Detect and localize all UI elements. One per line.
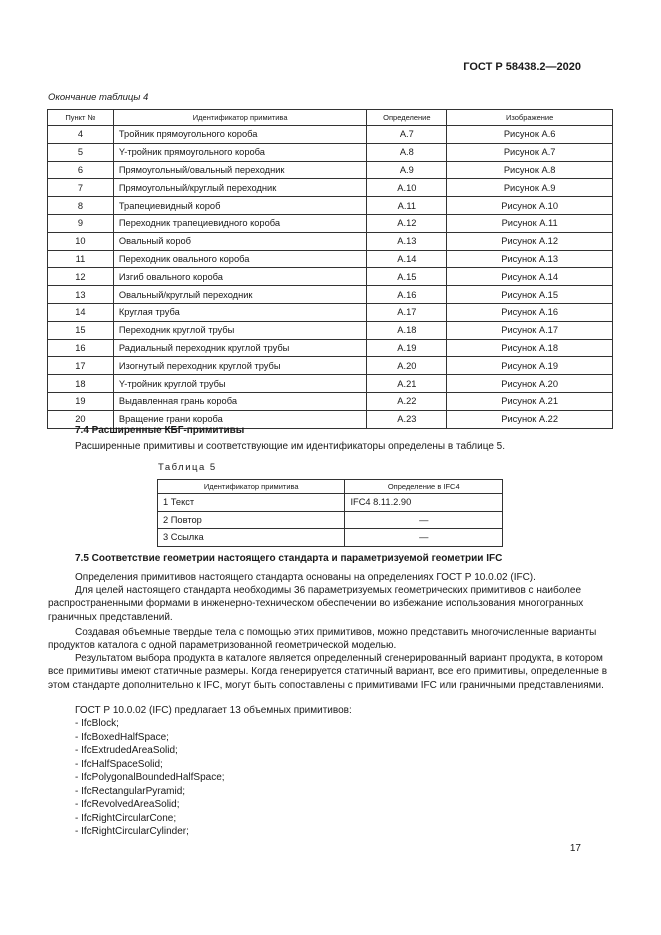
table-cell: 19 bbox=[48, 392, 114, 410]
table-cell: Круглая труба bbox=[113, 303, 367, 321]
table-cell: Выдавленная грань короба bbox=[113, 392, 367, 410]
table-cell: Изогнутый переходник круглой трубы bbox=[113, 357, 367, 375]
primitives-list bbox=[75, 717, 225, 839]
table-cell: A.16 bbox=[367, 286, 447, 304]
table-4 bbox=[47, 109, 613, 429]
document-id: ГОСТ Р 58438.2—2020 bbox=[463, 61, 581, 73]
table-row bbox=[48, 321, 613, 339]
table-cell: 10 bbox=[48, 232, 114, 250]
table-cell: A.13 bbox=[367, 232, 447, 250]
table-5 bbox=[157, 479, 503, 547]
table-row bbox=[48, 286, 613, 304]
table-cell: A.18 bbox=[367, 321, 447, 339]
table-cell: — bbox=[345, 529, 503, 547]
table-cell: A.9 bbox=[367, 161, 447, 179]
table4-caption: Окончание таблицы 4 bbox=[48, 92, 149, 103]
table-row bbox=[48, 303, 613, 321]
table-cell: Рисунок A.12 bbox=[447, 232, 613, 250]
table-cell: 5 bbox=[48, 143, 114, 161]
section-7-5-paragraph-2: Для целей настоящего стандарта необходимы 36 параметризуемых геометрических примитивов с наиболее распространенными формами в инженерно-техническом обеспечении во избежание использования многогранных граничных представлений. bbox=[48, 585, 584, 623]
table-cell: 11 bbox=[48, 250, 114, 268]
table-cell: A.14 bbox=[367, 250, 447, 268]
table-cell: 9 bbox=[48, 214, 114, 232]
table-cell: 7 bbox=[48, 179, 114, 197]
table-cell: Овальный/круглый переходник bbox=[113, 286, 367, 304]
table-cell: Рисунок A.22 bbox=[447, 410, 613, 428]
table-cell: Переходник трапециевидного короба bbox=[113, 214, 367, 232]
table-cell: Тройник прямоугольного короба bbox=[113, 126, 367, 144]
list-item: - IfcBoxedHalfSpace; bbox=[75, 731, 225, 745]
page-number: 17 bbox=[569, 843, 581, 854]
list-item: - IfcHalfSpaceSolid; bbox=[75, 758, 225, 772]
table-cell: 20 bbox=[48, 410, 114, 428]
table-cell: Овальный короб bbox=[113, 232, 367, 250]
section-7-4-title: 7.4 Расширенные КБГ-примитивы bbox=[75, 425, 245, 436]
section-7-5-paragraph-4: Результатом выбора продукта в каталоге является определенный сгенерированный вариант продукта, в котором все примитивы имеют статичные размеры. Когда генерируется статичный вариант, все его примитивы, определенные в этом стандарте дополнительно к IFC, могут быть сопоставлены с примитивами IFC или граничными представлениями. bbox=[48, 653, 608, 691]
table-cell: 14 bbox=[48, 303, 114, 321]
table-cell: 12 bbox=[48, 268, 114, 286]
table-cell: 6 bbox=[48, 161, 114, 179]
table-cell: 15 bbox=[48, 321, 114, 339]
table-cell: Переходник овального короба bbox=[113, 250, 367, 268]
table-cell: A.8 bbox=[367, 143, 447, 161]
table-cell: Рисунок A.16 bbox=[447, 303, 613, 321]
table-cell: A.19 bbox=[367, 339, 447, 357]
table-cell: Рисунок A.10 bbox=[447, 197, 613, 215]
section-7-4-text: Расширенные примитивы и соответствующие им идентификаторы определены в таблице 5. bbox=[75, 441, 506, 452]
table-cell: 13 bbox=[48, 286, 114, 304]
table-cell: Рисунок A.14 bbox=[447, 268, 613, 286]
table-header-row bbox=[158, 480, 503, 494]
table-cell: Рисунок A.9 bbox=[447, 179, 613, 197]
section-7-5-paragraph-5: ГОСТ Р 10.0.02 (IFC) предлагает 13 объемных примитивов: bbox=[75, 705, 352, 716]
table-cell: Изгиб овального короба bbox=[113, 268, 367, 286]
table-cell: 3 Ссылка bbox=[158, 529, 345, 547]
table-cell: Прямоугольный/круглый переходник bbox=[113, 179, 367, 197]
column-header: Определение bbox=[367, 110, 447, 126]
table-row bbox=[48, 179, 613, 197]
table-cell: IFC4 8.11.2.90 bbox=[345, 494, 503, 512]
list-item: - IfcExtrudedAreaSolid; bbox=[75, 744, 225, 758]
list-item: - IfcRightCircularCone; bbox=[75, 812, 225, 826]
column-header: Изображение bbox=[447, 110, 613, 126]
section-7-5-paragraph-3: Создавая объемные твердые тела с помощью этих примитивов, можно представить многочисленные варианты продуктов каталога с одной параметризованной геометрической моделью. bbox=[48, 627, 597, 652]
table-cell: Рисунок A.11 bbox=[447, 214, 613, 232]
table-cell: Рисунок A.7 bbox=[447, 143, 613, 161]
table-row bbox=[48, 375, 613, 393]
table-row bbox=[48, 143, 613, 161]
table-cell: Вращение грани короба bbox=[113, 410, 367, 428]
table-cell: 4 bbox=[48, 126, 114, 144]
table-cell: Прямоугольный/овальный переходник bbox=[113, 161, 367, 179]
table-row bbox=[158, 511, 503, 529]
table-cell: Рисунок A.15 bbox=[447, 286, 613, 304]
table-cell: 1 Текст bbox=[158, 494, 345, 512]
table-cell: Рисунок A.13 bbox=[447, 250, 613, 268]
table-cell: Рисунок A.19 bbox=[447, 357, 613, 375]
table-cell: Рисунок A.17 bbox=[447, 321, 613, 339]
table-cell: A.20 bbox=[367, 357, 447, 375]
table-cell: Рисунок A.6 bbox=[447, 126, 613, 144]
table-cell: A.10 bbox=[367, 179, 447, 197]
table-cell: Рисунок A.21 bbox=[447, 392, 613, 410]
table-cell: Трапециевидный короб bbox=[113, 197, 367, 215]
table-row bbox=[48, 214, 613, 232]
column-header: Идентификатор примитива bbox=[113, 110, 367, 126]
table-cell: Y-тройник прямоугольного короба bbox=[113, 143, 367, 161]
list-item: - IfcRevolvedAreaSolid; bbox=[75, 798, 225, 812]
section-7-5-title: 7.5 Соответствие геометрии настоящего стандарта и параметризуемой геометрии IFC bbox=[75, 553, 503, 564]
table-row bbox=[48, 197, 613, 215]
table-cell: A.21 bbox=[367, 375, 447, 393]
list-item: - IfcRectangularPyramid; bbox=[75, 785, 225, 799]
table-cell: 18 bbox=[48, 375, 114, 393]
table-cell: Переходник круглой трубы bbox=[113, 321, 367, 339]
table-cell: A.15 bbox=[367, 268, 447, 286]
list-item: - IfcPolygonalBoundedHalfSpace; bbox=[75, 771, 225, 785]
table-row bbox=[48, 392, 613, 410]
table-cell: 2 Повтор bbox=[158, 511, 345, 529]
column-header: Идентификатор примитива bbox=[158, 480, 345, 494]
section-7-5-paragraph-1: Определения примитивов настоящего стандарта основаны на определениях ГОСТ Р 10.0.02 (IFC). bbox=[75, 572, 536, 583]
column-header: Определение в IFC4 bbox=[345, 480, 503, 494]
table-row bbox=[48, 232, 613, 250]
table-row bbox=[48, 126, 613, 144]
table-row bbox=[158, 494, 503, 512]
list-item: - IfcRightCircularCylinder; bbox=[75, 825, 225, 839]
table-cell: — bbox=[345, 511, 503, 529]
table-cell: A.12 bbox=[367, 214, 447, 232]
table-cell: A.17 bbox=[367, 303, 447, 321]
table-header-row bbox=[48, 110, 613, 126]
table-row bbox=[48, 268, 613, 286]
table-row bbox=[48, 250, 613, 268]
table-row bbox=[48, 357, 613, 375]
table-row bbox=[48, 161, 613, 179]
table-cell: Рисунок A.20 bbox=[447, 375, 613, 393]
table-cell: A.22 bbox=[367, 392, 447, 410]
table-cell: 17 bbox=[48, 357, 114, 375]
table-row bbox=[158, 529, 503, 547]
table-cell: Y-тройник круглой трубы bbox=[113, 375, 367, 393]
table-cell: 8 bbox=[48, 197, 114, 215]
table-cell: A.7 bbox=[367, 126, 447, 144]
table-cell: 16 bbox=[48, 339, 114, 357]
list-item: - IfcBlock; bbox=[75, 717, 225, 731]
table5-caption: Таблица 5 bbox=[158, 462, 217, 473]
table-cell: Радиальный переходник круглой трубы bbox=[113, 339, 367, 357]
column-header: Пункт № bbox=[48, 110, 114, 126]
table-cell: Рисунок A.18 bbox=[447, 339, 613, 357]
table-cell: Рисунок A.8 bbox=[447, 161, 613, 179]
table-row bbox=[48, 339, 613, 357]
table-cell: A.11 bbox=[367, 197, 447, 215]
table-cell: A.23 bbox=[367, 410, 447, 428]
